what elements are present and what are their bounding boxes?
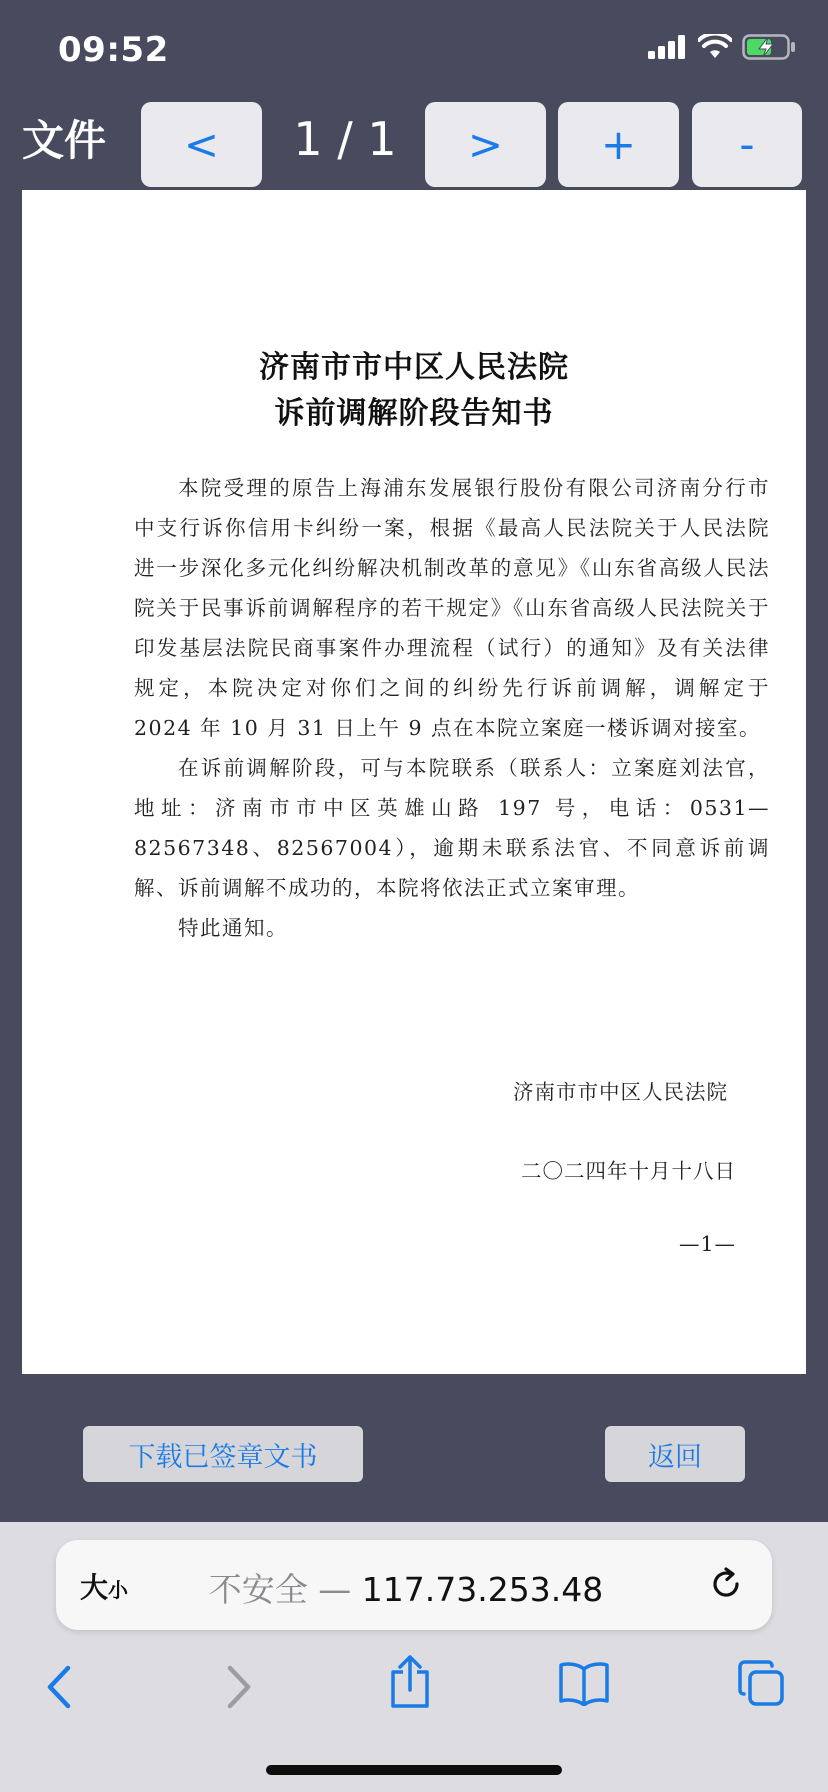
viewer-toolbar [0, 100, 828, 192]
tabs-icon [736, 1658, 786, 1708]
share-button[interactable] [388, 1654, 432, 1714]
next-page-button[interactable]: > [425, 102, 546, 187]
share-icon [388, 1654, 432, 1710]
wifi-icon [698, 34, 732, 60]
zoom-out-button[interactable]: - [692, 102, 802, 187]
url-display[interactable] [176, 1564, 636, 1611]
tabs-button[interactable] [736, 1658, 786, 1712]
address-bar[interactable] [56, 1540, 772, 1630]
reload-button[interactable] [706, 1564, 746, 1608]
browser-nav-row [0, 1652, 828, 1732]
battery-charging-icon [742, 34, 796, 60]
browser-back-button[interactable] [40, 1662, 80, 1716]
status-bar [0, 0, 828, 100]
text-size-small-label: 小 [108, 1578, 129, 1602]
reload-icon [706, 1564, 746, 1604]
action-buttons [0, 1426, 828, 1484]
document-paragraph-3: 特此通知。 [178, 916, 288, 940]
toolbar-title: 文件 [22, 116, 107, 165]
chevron-right-icon [218, 1662, 258, 1712]
document-date: 二〇二四年十月十八日 [521, 1159, 736, 1183]
status-time: 09:52 [58, 30, 169, 70]
text-size-big-label: 大 [80, 1571, 109, 1604]
document-page[interactable] [22, 190, 806, 1374]
previous-page-button[interactable]: < [141, 102, 262, 187]
bookmarks-button[interactable] [558, 1660, 610, 1710]
zoom-in-button[interactable]: + [558, 102, 679, 187]
document-title-line-2: 诉前调解阶段告知书 [274, 396, 554, 431]
url-address: 117.73.253.48 [361, 1570, 604, 1609]
browser-forward-button[interactable] [218, 1662, 258, 1716]
download-signed-document-button[interactable]: 下载已签章文书 [83, 1426, 363, 1482]
browser-bar [0, 1522, 828, 1792]
text-size-button[interactable] [80, 1566, 128, 1606]
status-icons [648, 34, 796, 60]
back-button[interactable]: 返回 [605, 1426, 745, 1482]
chevron-left-icon [40, 1662, 80, 1712]
insecure-label: 不安全 — [208, 1570, 362, 1609]
page-indicator: 1 / 1 [293, 112, 397, 166]
document-signature: 济南市市中区人民法院 [513, 1080, 728, 1104]
document-page-number: —1— [678, 1232, 736, 1256]
cellular-signal-icon [648, 35, 688, 59]
document-title-line-1: 济南市市中区人民法院 [259, 350, 569, 385]
document-paragraph-2: 在诉前调解阶段，可与本院联系（联系人：立案庭刘法官，地址：济南市市中区英雄山路 197 号，电话：0531—82567348、82567004），逾期未联系法官、不同意诉前调解、诉前调解不成功的，本院将依法正式立案审理。 [134, 756, 770, 900]
document-paragraph-1: 本院受理的原告上海浦东发展银行股份有限公司济南分行市中支行诉你信用卡纠纷一案，根据《最高人民法院关于人民法院进一步深化多元化纠纷解决机制改革的意见》《山东省高级人民法院关于民事诉前调解程序的若干规定》《山东省高级人民法院关于印发基层法院民商事案件办理流程（试行）的通知》及有关法律规定，本院决定对你们之间的纠纷先行诉前调解，调解定于 2024 年 10 月 31 日上午 9 点在本院立案庭一楼诉调对接室。 [134, 476, 770, 740]
home-indicator [266, 1765, 562, 1775]
book-icon [558, 1660, 610, 1706]
